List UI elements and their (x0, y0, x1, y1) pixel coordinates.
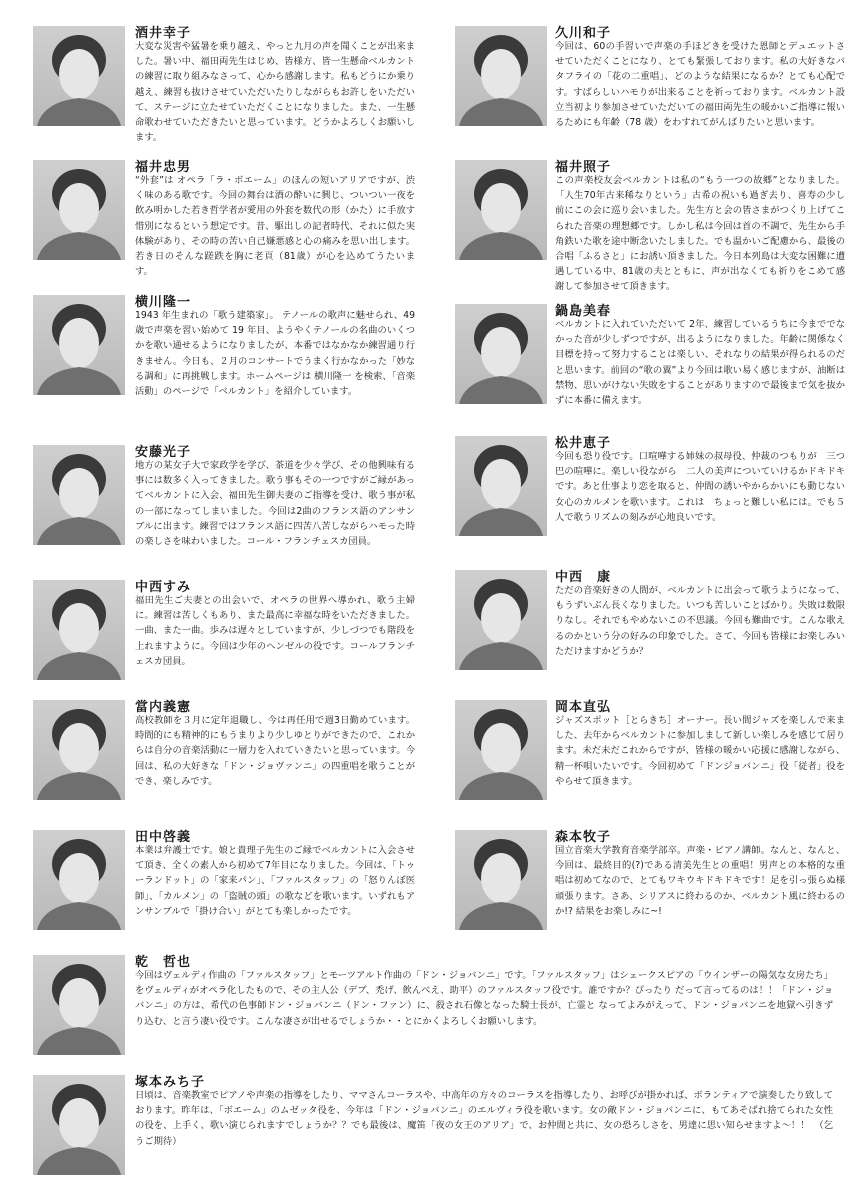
member-bio: ただの音楽好きの人間が、ベルカントに出会って歌うようになって、もうずいぶん長くなりました。いつも苦しいことばかり。失敗は数限りなし。それでもやめないこの不思議。今回も難曲です。こんな歌えるのかという分の好みの印象でした。さて、今回も皆様にお楽しみいただけますかどうか？ (555, 585, 845, 657)
member-bio: “外套”は オペラ「ラ・ボエーム」のほんの短いアリアですが、渋く味のある歌です。今回の舞台は酒の酔いに興じ、ついつい一夜を飲み明かした若き哲学者が愛用の外套を数代の形（かた）に手放す惜別になるという想定です。昔、駆出しの記者時代、それに似た実体験があり、その時の苦い自己嫌悪感と心の痛みを思い出します。若き日のそんな蹉跌を胸に老頁（81歳）が心を込めてうたいます。 (135, 175, 415, 278)
member-bio: 日頃は、音楽教室でピアノや声楽の指導をしたり、ママさんコーラスや、中高年の方々のコーラスを指導したり、お呼びが掛かれば、ボランティアで演奏したり致しております。昨年は、「ボエーム」のムゼッタ役を、今年は「ドン・ジョバンニ」のエルヴィラ役を歌います。女の敵ドン・ジョバンニに、もてあそばれ捨てられた女性の役を、上手く、歌い演じられますでしょうか？？でも最後は、魔笛「夜の女王のアリア」で、お仲間と共に、女の恐ろしさを、男達に思い知らせますよ～！！ （乞うご期待） (135, 1090, 833, 1147)
member-bio: 本業は弁護士です。娘と貴理子先生のご縁でベルカントに入会させて頂き、全くの素人から初めて7年目になりました。今回は、「トゥーランドット」の「家来パン」、「ファルスタッフ」の「怒りんぼ医師」、「カルメン」の「盗賊の頭」の歌などを歌います。いずれもアンサンブルで「掛け合い」がとても楽しかったです。 (135, 845, 415, 917)
portrait-photo (455, 700, 547, 800)
portrait-photo (33, 445, 125, 545)
member-name: 福井照子 (555, 160, 612, 175)
portrait-photo (455, 26, 547, 126)
member-bio: 今回も恐り役です。口喧嘩する姉妹の叔母役、仲裁のつもりが 三つ巴の喧嘩に。楽しい役ながら 二人の美声についていけるかドキドキです。あと仕事より恋を取ると、仲間の誘いやからかいにも動じない女心のカルメンを歌います。これは ちょっと難しい私には。でも５人で歌うリズムの刻みが心地良いです。 (555, 451, 845, 523)
member-bio: 今回は、60の手習いで声楽の手ほどきを受けた恩師とデュエットさせていただくことになり、とても緊張しております。私の大好きなバタフライの「花の二重唱」、どのような結果になるか？とても心配です。すばらしいハモりが出来ることを祈っております。ベルカント設立当初より参加させていただいての福田両先生の暖かいご指導に報いるためにも年齢（78 歳）をわすれてがんばりたいと思います。 (555, 41, 845, 129)
member-bio: ジャズスポット［とらきち］オーナー。長い間ジャズを楽しんで来ました、去年からベルカントに参加しまして新しい楽しみを感じて居ります。未だ未だこれからですが、皆様の暖かい応援に感謝しながら、精一杯唄いたいです。今回初めて「ドンジョバンニ」役「従者」役をやらせて頂きます。 (555, 715, 845, 787)
member-name: 森本牧子 (555, 830, 612, 845)
member-name: 久川和子 (555, 26, 612, 41)
member-bio: 高校教師を３月に定年退職し、今は再任用で週3日勤めています。時間的にも精神的にもうまりより少しゆとりができたので、これからは自分の音楽活動に一層力を入れていきたいと思っています。今回は、私の大好きな「ドン・ジョヴァンニ」の四重唱を歌うことができ、楽しみです。 (135, 715, 415, 787)
member-bio: 1943 年生まれの「歌う建築家」。 テノールの歌声に魅せられ、49 歳で声楽を習い始めて 19 年目、ようやくテノールの名曲のいくつかを歌い通せるようになりましたが、本番ではなかなか練習通り行きません。今日も、２月のコンサートでうまく行かなかった「妙なる調和」に再挑戦します。ホームページは 横川隆一 を検索、「音楽活動」のページで「ベルカント」を紹介しています。 (135, 310, 415, 398)
portrait-photo (33, 160, 125, 260)
member-name: 中西すみ (135, 580, 192, 595)
portrait-photo (33, 580, 125, 680)
member-name: 田中啓義 (135, 830, 192, 845)
member-name: 乾 哲也 (135, 955, 192, 970)
portrait-photo (33, 830, 125, 930)
member-bio: 国立音楽大学教育音楽学部卒。声楽・ピアノ講師。なんと、なんと、今回は、最終目的(?)である清美先生との重唱！男声との本格的な重唱は初めてなので、とてもワキウキドキドキです！足を引っ張らぬ様頑張ります。さあ、シリアスに終わるのか、ベルカント風に終わるのか!? 結果をお楽しみに~! (555, 845, 845, 917)
member-name: 酒井幸子 (135, 26, 192, 41)
portrait-photo (455, 304, 547, 404)
member-bio: この声楽校友会ベルカントは私の“もう一つの故郷”となりました。「人生70年古来稀なりという」古希の祝いも過ぎ去り、喜寿の少し前にこの会に巡り会いました。先生方と会の皆さまがつくり上げてこられた音楽の理想郷です。しかし私は今回は首の不調で、先生から手角鉄いた歌を途中断念いたしました。でも温かいご配慮から、最後の合唱「ふるさと」にお誘い頂きました。今日本列島は大変な困難に遭遇している中、81歳の夫とともに、声が出なくても祈りをこめて感謝して参加させて頂きます。 (555, 175, 845, 293)
portrait-photo (33, 955, 125, 1055)
member-bio: ベルカントに入れていただいて 2年、練習しているうちに今まででなかった音が少しずつですが、出るようになりました。年齢に関係なく目標を持って努力することは楽しい、それなりの結果が得られるのだと思います。前回の“歌の翼”より今回は歌い易く感じますが、油断は禁物、思いがけない失敗をすることがありますので最後まで気を抜かずに本番に備えます。 (555, 319, 845, 407)
member-name: 横川隆一 (135, 295, 192, 310)
portrait-photo (455, 160, 547, 260)
portrait-photo (455, 830, 547, 930)
portrait-photo (455, 570, 547, 670)
member-name: 松井恵子 (555, 436, 612, 451)
member-bio: 福田先生ご夫妻との出会いで、オペラの世界へ導かれ、歌う主婦に。練習は苦しくもあり、また最高に幸福な時をいただきました。一曲、また一曲。歩みは遅々としていますが、少しづつでも階段を上れますように。今回は少年のヘンゼルの役です。コールフランチェスカ団員。 (135, 595, 415, 667)
member-bio: 今回はヴェルディ作曲の「ファルスタッフ」とモーツアルト作曲の「ドン・ジョバンニ」です。「ファルスタッフ」はシェークスピアの「ウインザーの陽気な女房たち」をヴェルディがオペラ化したもので、その主人公（デブ、禿げ、飲んべえ、助平）のファルスタッフ役です。誰ですか？ぴったり だって言ってるのは！！「ドン・ジョバンニ」の方は、希代の色事師ドン・ジョバンニ（ドン・ファン）に、殺され石像となった騎士長が、亡霊と なってよみがえって、ドン・ジョバンニを地獄へ引きずり込む、と言う凄い役です。こんな凄さが出せるでしょうか・・とにかくよろしくお願いします。 (135, 970, 833, 1027)
member-name: 當内義憲 (135, 700, 192, 715)
member-name: 中西 康 (555, 570, 612, 585)
portrait-photo (455, 436, 547, 536)
member-name: 塚本みち子 (135, 1075, 206, 1090)
portrait-photo (33, 295, 125, 395)
portrait-photo (33, 1075, 125, 1175)
member-name: 福井忠男 (135, 160, 192, 175)
member-bio: 大変な災害や猛暑を乗り越え、やっと九月の声を聞くことが出来ました。暑い中、福田両先生はじめ、皆様方、皆一生懸命ベルカントの練習に取り組みなさって、心から感謝します。私もどうにか乗り越え、練習も抜けさせていただいたりしながらもお許しをいただいて、ステージに立たせていただくことになりました。また、一生懸命歌わせていただきたいと思っています。どうかよろしくお願いします。 (135, 41, 415, 144)
member-bio: 地方の某女子大で家政学を学び、茶道を少々学び、その他興味有る事には数多く入ってきました。歌う事もその一つですがご縁があってベルカントに入会、福田先生御夫妻のご指導を受け、歌う事が私の一部になってしまいました。今回は2曲のフランス語のアンサンブルに出ます。練習ではフランス語に四苦八苦しながらハモった時の楽しさを味わいました。コール・フランチェスカ団員。 (135, 460, 415, 548)
member-name: 安藤光子 (135, 445, 192, 460)
member-name: 岡本直弘 (555, 700, 612, 715)
portrait-photo (33, 700, 125, 800)
member-name: 鍋島美春 (555, 304, 612, 319)
portrait-photo (33, 26, 125, 126)
